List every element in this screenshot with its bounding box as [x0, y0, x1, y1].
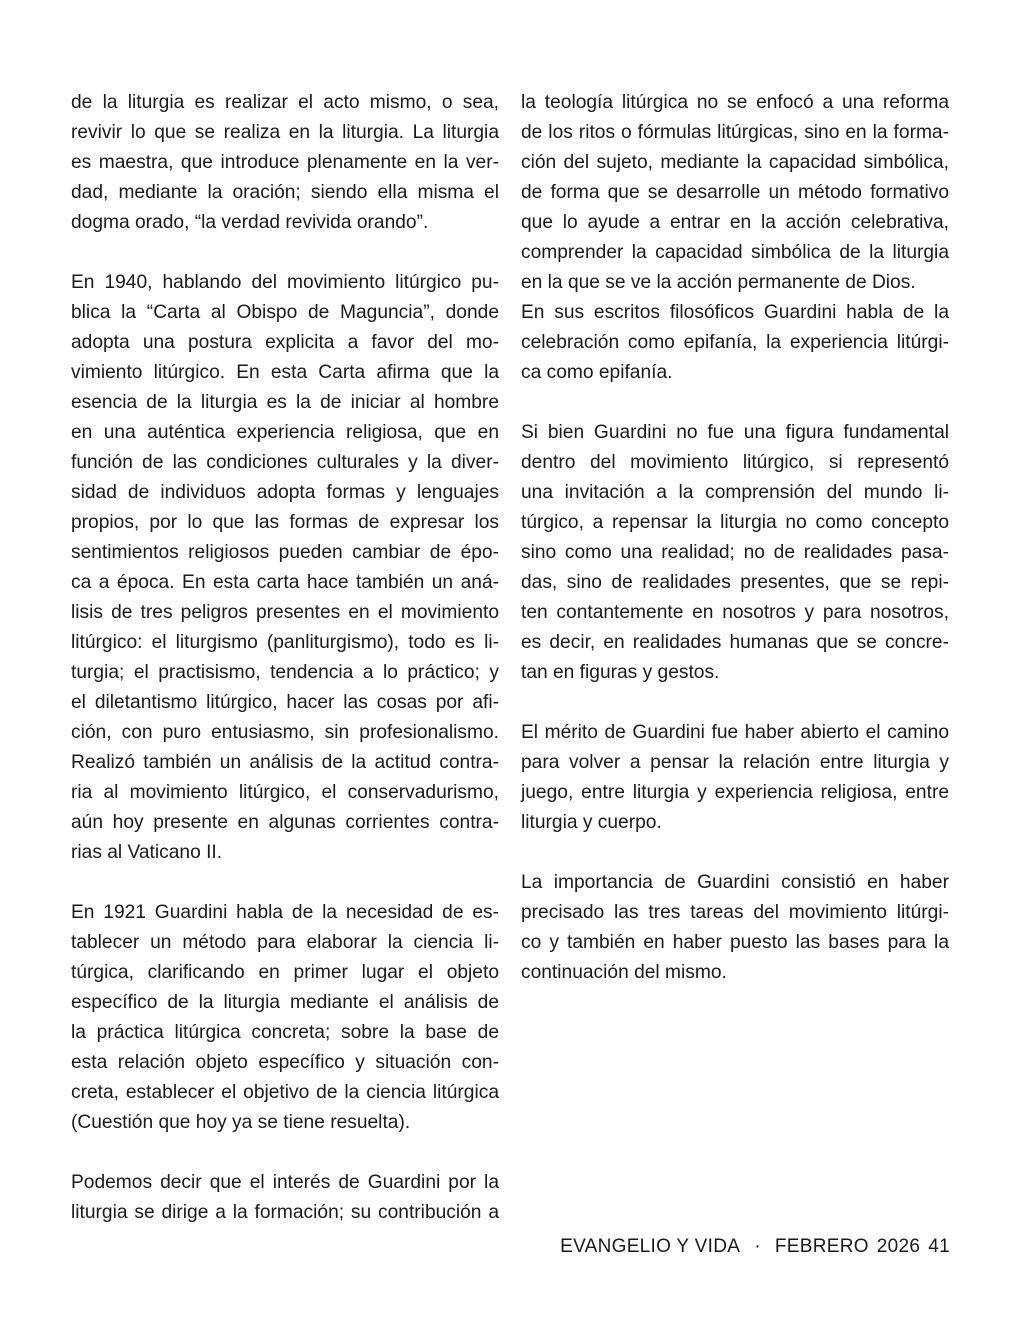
text-line: aún hoy presente en algunas corrientes contra-	[71, 812, 499, 833]
paragraph-gap	[521, 388, 949, 418]
text-line: En 1940, hablando del movimiento litúrgico pu-	[71, 272, 499, 293]
paragraph	[71, 88, 499, 238]
text-line: rias al Vaticano II.	[71, 842, 223, 863]
paragraph	[521, 868, 949, 988]
paragraph	[521, 718, 949, 838]
issue-month: FEBRERO	[774, 1236, 869, 1257]
text-line: que lo ayude a entrar en la acción celebrativa,	[521, 212, 949, 233]
paragraph-gap	[71, 238, 499, 268]
text-line: continuación del mismo.	[521, 962, 727, 983]
text-line: de la liturgia es realizar el acto mismo, o sea,	[71, 92, 499, 113]
text-line: dogma orado, “la verdad revivida orando”.	[71, 212, 429, 233]
text-line: esencia de la liturgia es la de iniciar al hombre	[71, 392, 499, 413]
paragraph-gap	[521, 688, 949, 718]
text-line: sidad de individuos adopta formas y lenguajes	[71, 482, 499, 503]
text-line: sentimientos religiosos pueden cambiar de épo-	[71, 542, 499, 563]
text-line: liturgia y cuerpo.	[521, 812, 662, 833]
text-line: comprender la capacidad simbólica de la liturgia	[521, 242, 949, 263]
text-line: es decir, en realidades humanas que se concre-	[521, 632, 949, 653]
text-line: para volver a pensar la relación entre liturgia y	[521, 752, 949, 773]
text-line: En 1921 Guardini habla de la necesidad de es-	[71, 902, 499, 923]
text-line: precisado las tres tareas del movimiento litúrgi-	[521, 902, 949, 923]
text-line: das, sino de realidades presentes, que se repi-	[521, 572, 949, 593]
text-line: ción del sujeto, mediante la capacidad simbólica,	[521, 152, 949, 173]
text-line: lisis de tres peligros presentes en el movimiento	[71, 602, 499, 623]
text-line: co y también en haber puesto las bases para la	[521, 932, 949, 953]
left-column	[71, 88, 499, 1228]
text-line: específico de la liturgia mediante el análisis de	[71, 992, 499, 1013]
paragraph	[521, 88, 949, 388]
text-line: dentro del movimiento litúrgico, si representó	[521, 452, 949, 473]
text-line: (Cuestión que hoy ya se tiene resuelta).	[71, 1112, 411, 1133]
text-line: la práctica litúrgica concreta; sobre la base de	[71, 1022, 499, 1043]
text-line: liturgia se dirige a la formación; su contribución a	[71, 1202, 499, 1223]
text-line: en la que se ve la acción permanente de Dios.	[521, 272, 916, 293]
text-line: turgia; el practisismo, tendencia a lo práctico; y	[71, 662, 499, 683]
paragraph	[71, 268, 499, 868]
text-line: tablecer un método para elaborar la ciencia li-	[71, 932, 499, 953]
text-line: tan en figuras y gestos.	[521, 662, 720, 683]
page-number: 41	[928, 1236, 950, 1257]
text-line: esta relación objeto específico y situación con-	[71, 1052, 499, 1073]
footer-separator: ·	[754, 1236, 761, 1257]
text-line: ria al movimiento litúrgico, el conservadurismo,	[71, 782, 499, 803]
text-line: ten contantemente en nosotros y para nosotros,	[521, 602, 949, 623]
text-line: ca como epifanía.	[521, 362, 673, 383]
text-line: ca a época. En esta carta hace también un aná-	[71, 572, 499, 593]
paragraph-gap	[71, 868, 499, 898]
page-footer	[560, 1236, 950, 1258]
text-line: celebración como epifanía, la experiencia litúrgi-	[521, 332, 949, 353]
text-line: el diletantismo litúrgico, hacer las cosas por afi-	[71, 692, 499, 713]
text-line: ción, con puro entusiasmo, sin profesionalismo.	[71, 722, 499, 743]
text-line: de los ritos o fórmulas litúrgicas, sino en la forma-	[521, 122, 949, 143]
text-line: es maestra, que introduce plenamente en la ver-	[71, 152, 499, 173]
text-line: litúrgico: el liturgismo (panliturgismo), todo es li-	[71, 632, 499, 653]
text-line: túrgica, clarificando en primer lugar el objeto	[71, 962, 499, 983]
text-line: una invitación a la comprensión del mundo li-	[521, 482, 949, 503]
text-line: sino como una realidad; no de realidades pasa-	[521, 542, 949, 563]
text-line: Podemos decir que el interés de Guardini por la	[71, 1172, 499, 1193]
publication-name: EVANGELIO Y VIDA	[560, 1236, 741, 1257]
text-line: En sus escritos filosóficos Guardini habla de la	[521, 302, 949, 323]
text-line: la teología litúrgica no se enfocó a una reforma	[521, 92, 949, 113]
paragraph	[521, 418, 949, 688]
text-line: de forma que se desarrolle un método formativo	[521, 182, 949, 203]
text-line: El mérito de Guardini fue haber abierto el camino	[521, 722, 949, 743]
text-line: adopta una postura explicita a favor del mo-	[71, 332, 499, 353]
paragraph	[71, 1168, 499, 1228]
text-line: vimiento litúrgico. En esta Carta afirma que la	[71, 362, 499, 383]
text-line: juego, entre liturgia y experiencia religiosa, entre	[521, 782, 949, 803]
issue-year: 2026	[876, 1236, 921, 1257]
right-column	[521, 88, 949, 988]
text-line: blica la “Carta al Obispo de Maguncia”, donde	[71, 302, 499, 323]
text-line: dad, mediante la oración; siendo ella misma el	[71, 182, 499, 203]
text-line: revivir lo que se realiza en la liturgia. La liturgia	[71, 122, 499, 143]
text-line: propios, por lo que las formas de expresar los	[71, 512, 499, 533]
text-line: función de las condiciones culturales y la diver-	[71, 452, 499, 473]
text-line: en una auténtica experiencia religiosa, que en	[71, 422, 499, 443]
text-line: Si bien Guardini no fue una figura fundamental	[521, 422, 949, 443]
paragraph	[71, 898, 499, 1138]
paragraph-gap	[71, 1138, 499, 1168]
text-line: creta, establecer el objetivo de la ciencia litúrgica	[71, 1082, 499, 1103]
text-line: La importancia de Guardini consistió en haber	[521, 872, 949, 893]
paragraph-gap	[521, 838, 949, 868]
text-line: túrgico, a repensar la liturgia no como concepto	[521, 512, 949, 533]
text-line: Realizó también un análisis de la actitud contra-	[71, 752, 499, 773]
